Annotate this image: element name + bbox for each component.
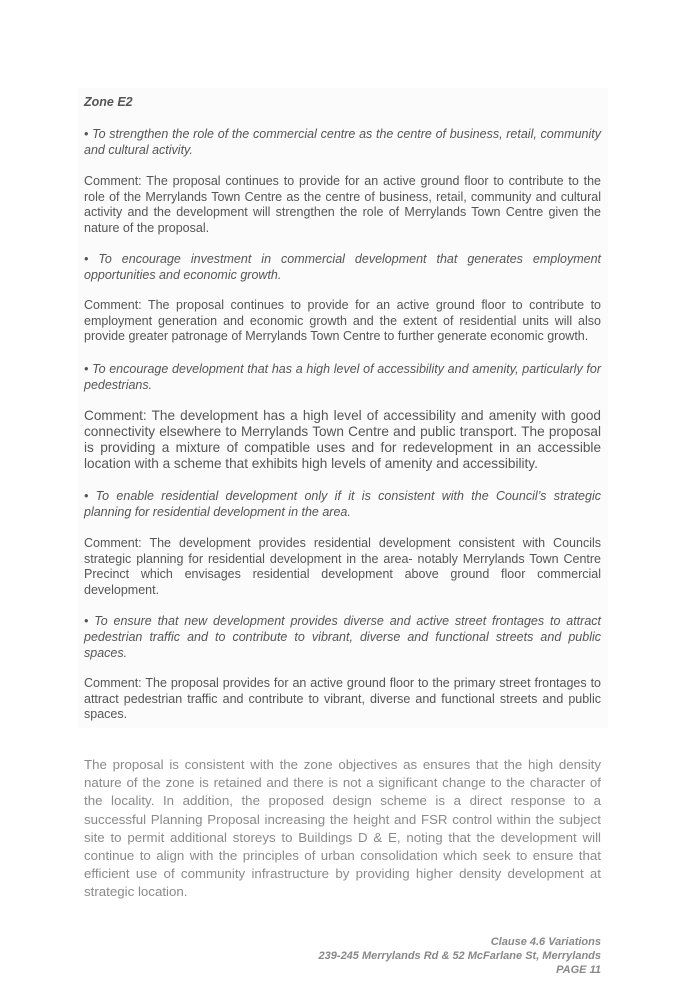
comment-4: Comment: The development provides residential development consistent with Councils strategic planning for residential development in the area- notably Merrylands Town Centre Precinct which envisages residential development above ground floor commercial development. xyxy=(84,536,601,597)
page-footer xyxy=(319,935,601,977)
comment-3: Comment: The development has a high level of accessibility and amenity with good connectivity elsewhere to Merrylands Town Centre and public transport. The proposal is providing a mixture of compatible uses and for redevelopment in an accessible location with a scheme that exhibits high levels of amenity and accessibility. xyxy=(84,408,601,471)
page-number: PAGE 11 xyxy=(556,964,601,976)
comment-2: Comment: The proposal continues to provide for an active ground floor to contribute to employment generation and economic growth and the extent of residential units will also provide greater patronage of Merrylands Town Centre to further generate economic growth. xyxy=(84,298,601,343)
conclusion-paragraph: The proposal is consistent with the zone objectives as ensures that the high density nature of the zone is retained and there is not a significant change to the character of the locality. In addition, the proposed design scheme is a direct response to a successful Planning Proposal increasing the height and FSR control within the subject site to permit additional storeys to Buildings D & E, noting that the development will continue to align with the principles of urban consolidation which seek to ensure that efficient use of community infrastructure by providing higher density development at strategic location. xyxy=(84,757,601,900)
footer-address: 239-245 Merrylands Rd & 52 McFarlane St, Merrylands xyxy=(318,950,601,962)
comment-5: Comment: The proposal provides for an active ground floor to the primary street frontages to attract pedestrian traffic and contribute to vibrant, diverse and functional streets and public spaces. xyxy=(84,676,601,721)
zone-heading: Zone E2 xyxy=(84,95,133,109)
footer-title: Clause 4.6 Variations xyxy=(490,936,601,948)
objective-3: • To encourage development that has a high level of accessibility and amenity, particularly for pedestrians. xyxy=(84,362,601,392)
objective-2: • To encourage investment in commercial development that generates employment opportunities and economic growth. xyxy=(84,252,601,282)
objective-4: • To enable residential development only if it is consistent with the Council’s strategic planning for residential development in the area. xyxy=(84,489,601,519)
objective-1: • To strengthen the role of the commercial centre as the centre of business, retail, community and cultural activity. xyxy=(84,127,601,157)
comment-1: Comment: The proposal continues to provide for an active ground floor to contribute to the role of the Merrylands Town Centre as the centre of business, retail, community and cultural activity and the development will strengthen the role of Merrylands Town Centre given the nature of the proposal. xyxy=(84,174,601,235)
objective-5: • To ensure that new development provides diverse and active street frontages to attract pedestrian traffic and to contribute to vibrant, diverse and functional streets and public spaces. xyxy=(84,614,601,660)
